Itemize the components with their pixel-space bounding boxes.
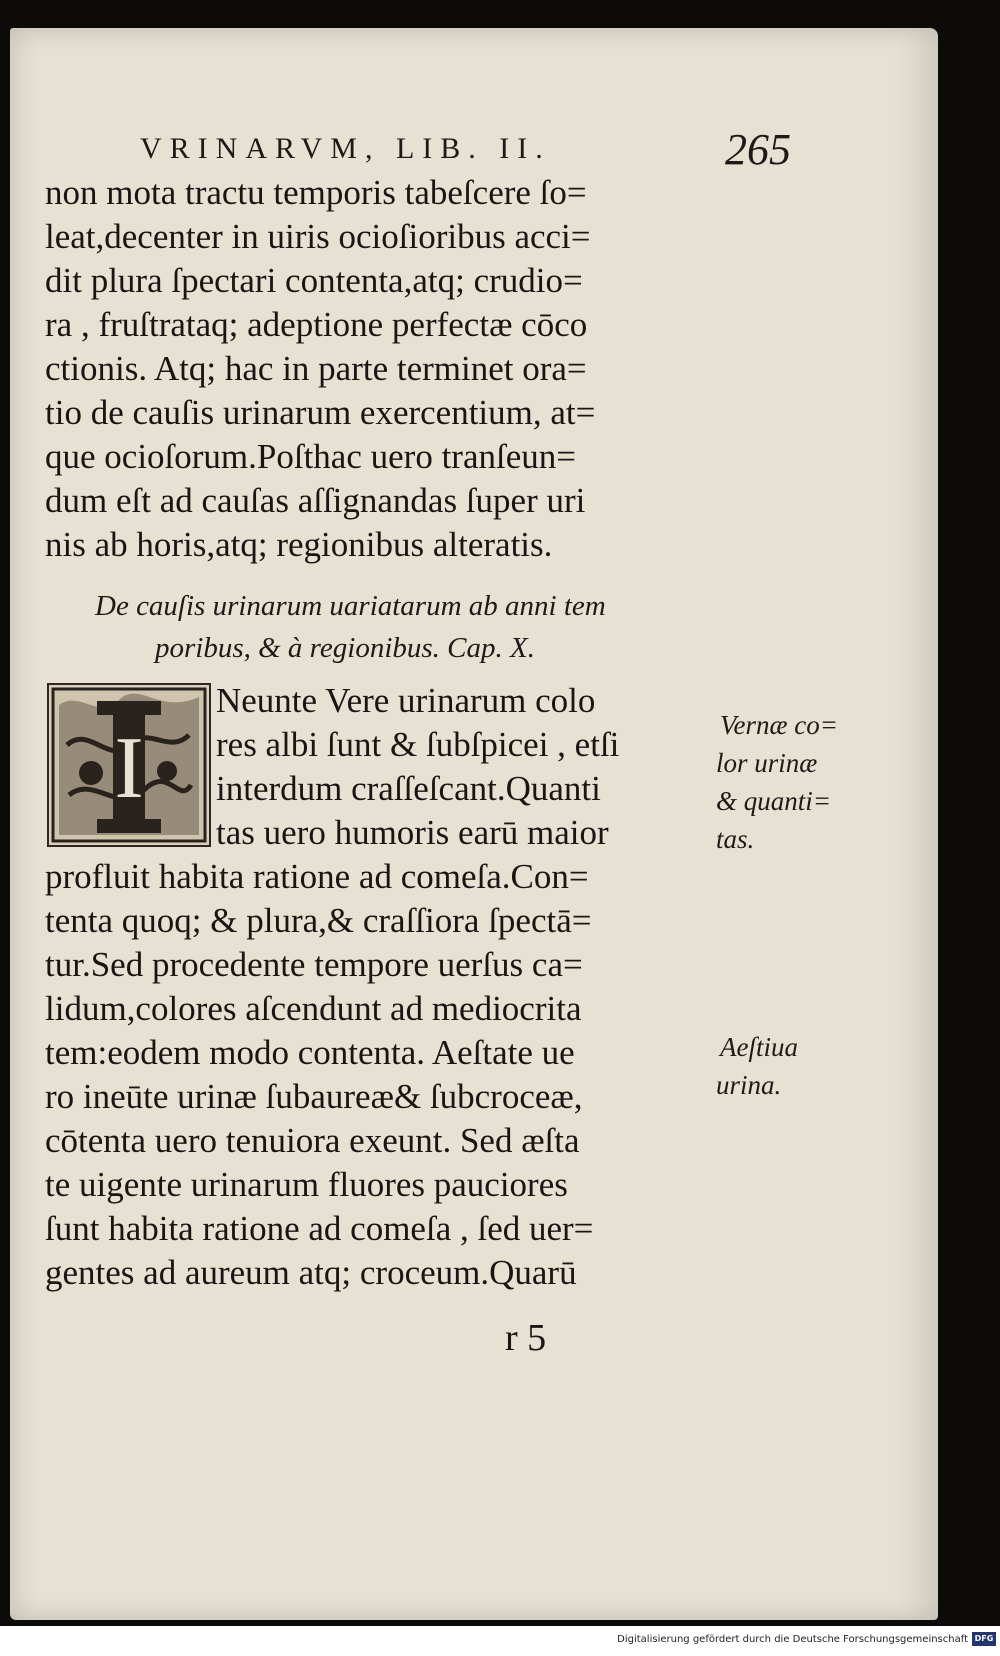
decorated-initial-ornament xyxy=(49,685,209,845)
margin-note-line: Vernæ co= xyxy=(720,710,838,740)
body-line: ſunt habita ratione ad comeſa , ſed uer= xyxy=(45,1209,594,1248)
body-line: Neunte Vere urinarum colo xyxy=(216,681,596,720)
running-title: VRINARVM, LIB. II. xyxy=(140,132,551,165)
body-line: tur.Sed procedente tempore uerſus ca= xyxy=(45,945,583,984)
body-line: que ocioſorum.Poſthac uero tranſeun= xyxy=(45,437,576,476)
page-number: 265 xyxy=(725,125,791,174)
chapter-heading-line-2: poribus, & à regionibus. Cap. X. xyxy=(155,632,535,664)
margin-note-line: & quanti= xyxy=(716,786,831,816)
dfg-logo: DFG xyxy=(972,1632,996,1646)
body-line: dit plura ſpectari contenta,atq; crudio= xyxy=(45,261,583,300)
body-line: tenta quoq; & plura,& craſſiora ſpectā= xyxy=(45,901,592,940)
body-line: dum eſt ad cauſas aſſignandas ſuper uri xyxy=(45,481,586,520)
body-line: gentes ad aureum atq; croceum.Quarū xyxy=(45,1253,577,1292)
body-line: profluit habita ratione ad comeſa.Con= xyxy=(45,857,589,896)
body-line: lidum,colores aſcendunt ad mediocrita xyxy=(45,989,582,1028)
body-line: tas uero humoris earū maior xyxy=(216,813,609,852)
body-line: non mota tractu temporis tabeſcere ſo= xyxy=(45,173,587,212)
body-line: ra , fruſtrataq; adeptione perfectæ cōco xyxy=(45,305,588,344)
margin-note-line: urina. xyxy=(716,1070,782,1100)
body-line: tem:eodem modo contenta. Aeſtate ue xyxy=(45,1033,575,1072)
body-line: nis ab horis,atq; regionibus alteratis. xyxy=(45,525,553,564)
margin-note-line: tas. xyxy=(716,824,755,854)
body-line: tio de cauſis urinarum exercentium, at= xyxy=(45,393,596,432)
margin-note-line: lor urinæ xyxy=(716,748,818,778)
body-line: interdum craſſeſcant.Quanti xyxy=(216,769,601,808)
body-line: res albi ſunt & ſubſpicei , etſi xyxy=(216,725,620,764)
initial-letter: I xyxy=(114,720,144,817)
digitization-footer xyxy=(0,1626,1000,1656)
decorated-initial xyxy=(47,683,211,847)
digitization-credit: Digitalisierung gefördert durch die Deutsche Forschungsgemeinschaft xyxy=(617,1634,968,1645)
chapter-heading-line-1: De cauſis urinarum uariatarum ab anni tem xyxy=(95,590,606,622)
body-line: cōtenta uero tenuiora exeunt. Sed æſta xyxy=(45,1121,580,1160)
body-line: ro ineūte urinæ ſubaureæ& ſubcroceæ, xyxy=(45,1077,583,1116)
margin-note-line: Aeſtiua xyxy=(720,1032,798,1062)
body-line: leat,decenter in uiris ocioſioribus acci= xyxy=(45,217,591,256)
body-line: te uigente urinarum fluores pauciores xyxy=(45,1165,568,1204)
body-line: ctionis. Atq; hac in parte terminet ora= xyxy=(45,349,587,388)
page-header xyxy=(140,125,880,174)
signature-mark: r 5 xyxy=(505,1317,547,1359)
